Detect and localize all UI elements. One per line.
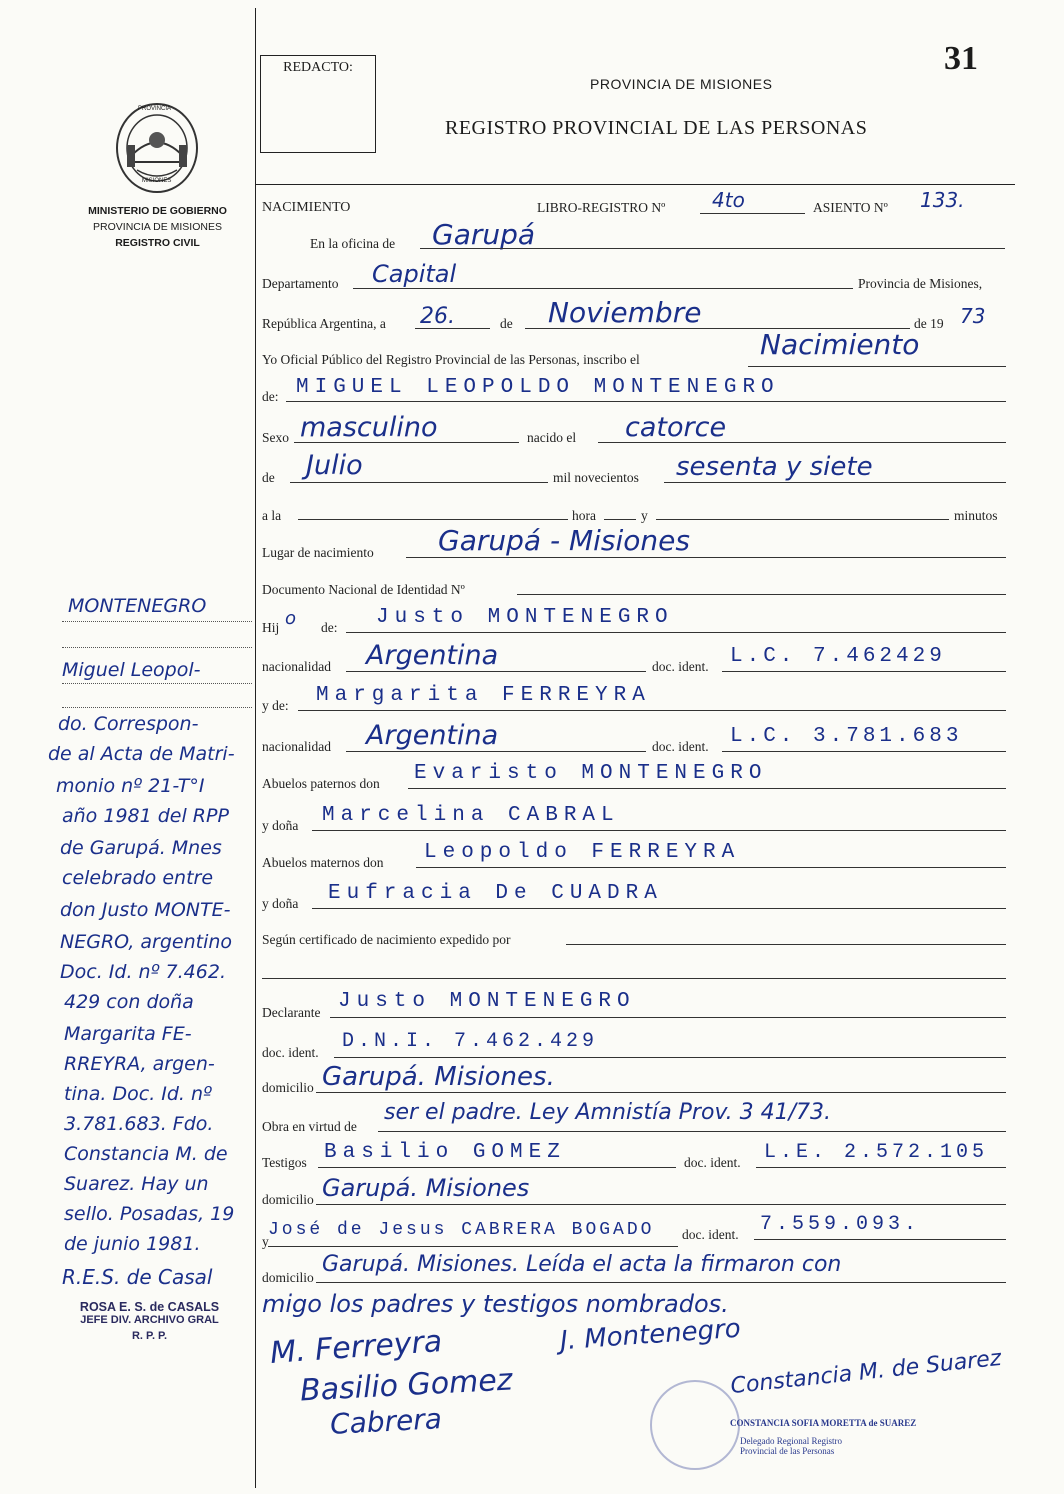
asiento-label: ASIENTO Nº (813, 200, 888, 215)
margin-line: MONTENEGRO (68, 595, 207, 617)
name-line (286, 401, 1006, 402)
a-la-label: a la (262, 508, 282, 523)
y-de-label: y de: (262, 698, 289, 713)
sexo-value: masculino (300, 412, 438, 443)
nac1-label: nacionalidad (262, 659, 331, 674)
margin-line: Constancia M. de (64, 1143, 228, 1165)
margin-line: de al Acta de Matri- (48, 743, 235, 765)
dona1-label: y doña (262, 818, 299, 833)
declarante-label: Declarante (262, 1005, 321, 1020)
father-value: Justo MONTENEGRO (376, 606, 674, 629)
redacto-label: REDACTO: (283, 60, 353, 75)
oficial-label: Yo Oficial Público del Registro Provincial de las Personas, inscribo el (262, 352, 640, 367)
abuelos-mat-value: Leopoldo FERREYRA (424, 841, 741, 864)
doc3-label: doc. ident. (262, 1045, 319, 1060)
oficina-label: En la oficina de (310, 236, 396, 251)
doc1-value: L.C. 7.462429 (730, 645, 946, 668)
margin-line: Suarez. Hay un (64, 1173, 209, 1195)
hora-label: hora (572, 508, 596, 523)
closing-value: migo los padres y testigos nombrados. (262, 1290, 729, 1318)
departamento-line (353, 288, 853, 289)
name-value: MIGUEL LEOPOLDO MONTENEGRO (296, 376, 780, 399)
mil-line (664, 482, 1006, 483)
doc4-label: doc. ident. (684, 1155, 741, 1170)
domicilio1-value: Garupá. Misiones. (322, 1062, 555, 1092)
minutos-line (656, 519, 949, 520)
dona1-value: Marcelina CABRAL (322, 804, 620, 827)
ministry-line3: REGISTRO CIVIL (115, 237, 200, 249)
abuelos-pat-value: Evaristo MONTENEGRO (414, 762, 768, 785)
segun-label: Según certificado de nacimiento expedido por (262, 932, 511, 947)
ministry-block (60, 203, 255, 251)
mil-label: mil novecientos (553, 470, 639, 485)
sexo-line (294, 442, 519, 443)
domicilio2-label: domicilio (262, 1192, 314, 1207)
day-line (415, 328, 490, 329)
doc5-value: 7.559.093. (760, 1213, 921, 1236)
margin-rule (62, 647, 252, 648)
testigo1-value: Basilio GOMEZ (324, 1141, 566, 1164)
doc3-line (334, 1057, 1006, 1058)
de-label: de (500, 316, 513, 331)
nac2-value: Argentina (366, 720, 499, 751)
dni-label: Documento Nacional de Identidad Nº (262, 582, 465, 597)
nacido-value: catorce (625, 412, 727, 443)
lugar-value: Garupá - Misiones (438, 524, 690, 557)
declarante-line (330, 1017, 1006, 1018)
republica-label: República Argentina, a (262, 316, 386, 331)
domicilio1-line (316, 1092, 1006, 1093)
abuelos-mat-line (416, 867, 1006, 868)
hijo-label: Hij (262, 620, 280, 635)
margin-line: Miguel Leopol- (62, 659, 201, 681)
lugar-label: Lugar de nacimiento (262, 545, 374, 560)
signature-gomez: Basilio Gomez (299, 1362, 514, 1409)
dona2-value: Eufracia De CUADRA (328, 882, 663, 905)
stamp-line1: CONSTANCIA SOFIA MORETTA de SUAREZ (730, 1418, 917, 1428)
margin-line: RREYRA, argen- (64, 1053, 215, 1075)
margin-rule (62, 707, 252, 708)
libro-line (700, 213, 805, 214)
domicilio3-line (316, 1282, 1006, 1283)
domicilio2-value: Garupá. Misiones (322, 1174, 530, 1202)
doc5-label: doc. ident. (682, 1227, 739, 1242)
stamp-line3: Provincial de las Personas (740, 1446, 835, 1456)
domicilio1-label: domicilio (262, 1080, 314, 1095)
margin-rule (62, 621, 252, 622)
margin-line: monio nº 21-T°I (56, 775, 205, 797)
doc3-value: D.N.I. 7.462.429 (342, 1030, 599, 1053)
nac1-value: Argentina (366, 640, 499, 671)
signature-montenegro: J. Montenegro (559, 1313, 742, 1357)
province-header: PROVINCIA DE MISIONES (590, 76, 773, 92)
domicilio2-line (316, 1204, 1006, 1205)
obra-value: ser el padre. Ley Amnistía Prov. 3 41/73. (384, 1100, 832, 1125)
margin-line: sello. Posadas, 19 (64, 1203, 235, 1225)
libro-label: LIBRO-REGISTRO Nº (537, 200, 666, 215)
official-stamp (700, 1418, 970, 1480)
margin-line: do. Correspon- (58, 713, 199, 735)
frame-left-line (255, 8, 256, 1488)
dni-line (517, 594, 1006, 595)
month-value: Noviembre (548, 296, 702, 329)
margin-stamp-line3: R. P. P. (131, 1330, 168, 1342)
nac1-line (346, 671, 646, 672)
y-testigo-label: y (262, 1234, 269, 1249)
margin-line: celebrado entre (62, 867, 214, 889)
abuelos-pat-label: Abuelos paternos don (262, 776, 380, 791)
abuelos-mat-label: Abuelos maternos don (262, 855, 384, 870)
segun-line-2 (262, 978, 1006, 979)
margin-line: de junio 1981. (64, 1233, 201, 1255)
margin-stamp (42, 1300, 257, 1342)
oficina-line (420, 248, 1005, 249)
libro-value: 4to (712, 188, 745, 212)
margin-line: 3.781.683. Fdo. (64, 1113, 214, 1135)
margin-line: NEGRO, argentino (60, 931, 233, 953)
de-year-label: de 19 (914, 316, 944, 331)
round-stamp (650, 1380, 740, 1470)
de-name-label: de: (262, 389, 279, 404)
nac2-label: nacionalidad (262, 739, 331, 754)
margin-stamp-line2: JEFE DIV. ARCHIVO GRAL (80, 1314, 219, 1326)
signature-ferreyra: M. Ferreyra (268, 1324, 444, 1371)
departamento-value: Capital (372, 260, 457, 288)
margin-line: 429 con doña (64, 991, 194, 1013)
margin-rule (62, 683, 252, 684)
doc1-label: doc. ident. (652, 659, 709, 674)
redacto-box (260, 55, 376, 153)
a-la-line (298, 519, 568, 520)
testigo1-line (318, 1167, 676, 1168)
hijo-suffix: o (285, 608, 297, 629)
seal-top-text: PROVINCIA (138, 106, 172, 112)
ministry-line1: MINISTERIO DE GOBIERNO (88, 205, 227, 217)
doc2-value: L.C. 3.781.683 (730, 725, 963, 748)
signature-suarez: Constancia M. de Suarez (729, 1345, 1003, 1400)
margin-line: Doc. Id. nº 7.462. (60, 961, 226, 983)
father-line (346, 632, 1006, 633)
sexo-label: Sexo (262, 430, 289, 445)
minutos-label: minutos (954, 508, 998, 523)
asiento-value: 133. (920, 188, 965, 212)
nac2-line (346, 751, 646, 752)
mes-line (290, 482, 548, 483)
oficina-value: Garupá (432, 218, 536, 251)
dona1-line (312, 830, 1006, 831)
oficial-line (748, 366, 1006, 367)
year-value: 73 (960, 304, 986, 328)
mil-value: sesenta y siete (676, 452, 873, 482)
frame-top-line (255, 184, 1015, 185)
stamp-line2: Delegado Regional Registro (740, 1436, 842, 1446)
dona2-label: y doña (262, 896, 299, 911)
margin-line: año 1981 del RPP (62, 805, 229, 827)
margin-line: don Justo MONTE- (60, 899, 231, 921)
seal-bottom-text: MISIONES (142, 178, 172, 184)
nacimiento-label: NACIMIENTO (262, 200, 351, 215)
doc4-line (756, 1167, 1006, 1168)
y-label: y (641, 508, 648, 523)
testigos-label: Testigos (262, 1155, 307, 1170)
ministry-line2: PROVINCIA DE MISIONES (93, 221, 222, 233)
mes-value: Julio (306, 450, 363, 481)
nacido-line (598, 442, 1006, 443)
mother-line (298, 710, 1006, 711)
doc5-line (754, 1239, 1006, 1240)
province-seal (112, 100, 202, 195)
obra-line (378, 1131, 1006, 1132)
doc4-value: L.E. 2.572.105 (764, 1141, 989, 1164)
registry-header: REGISTRO PROVINCIAL DE LAS PERSONAS (445, 117, 868, 139)
hora-line (604, 519, 636, 520)
dona2-line (312, 908, 1006, 909)
obra-label: Obra en virtud de (262, 1119, 357, 1134)
provincia-label: Provincia de Misiones, (858, 276, 983, 291)
abuelos-pat-line (408, 788, 1006, 789)
declarante-value: Justo MONTENEGRO (338, 990, 636, 1013)
doc2-label: doc. ident. (652, 739, 709, 754)
mother-value: Margarita FERREYRA (316, 684, 651, 707)
testigo2-line (268, 1246, 678, 1247)
margin-line: Margarita FE- (64, 1023, 192, 1045)
margin-stamp-line1: ROSA E. S. de CASALS (79, 1300, 220, 1314)
hijo-de-label: de: (321, 620, 338, 635)
domicilio3-value: Garupá. Misiones. Leída el acta la firmaron con (322, 1252, 842, 1277)
margin-signature: R.E.S. de Casal (62, 1265, 213, 1289)
doc1-line (722, 671, 1006, 672)
domicilio3-label: domicilio (262, 1270, 314, 1285)
signature-cabrera: Cabrera (329, 1402, 443, 1441)
margin-line: de Garupá. Mnes (60, 837, 222, 859)
nacido-label: nacido el (527, 430, 577, 445)
departamento-label: Departamento (262, 276, 339, 291)
segun-line (566, 944, 1006, 945)
lugar-line (406, 557, 1006, 558)
testigo2-value: José de Jesus CABRERA BOGADO (268, 1220, 655, 1240)
de-mes-label: de (262, 470, 275, 485)
doc2-line (722, 751, 1006, 752)
page-number: 31 (944, 40, 978, 77)
margin-line: tina. Doc. Id. nº (64, 1083, 213, 1105)
oficial-value: Nacimiento (760, 328, 920, 361)
day-value: 26. (420, 304, 455, 329)
